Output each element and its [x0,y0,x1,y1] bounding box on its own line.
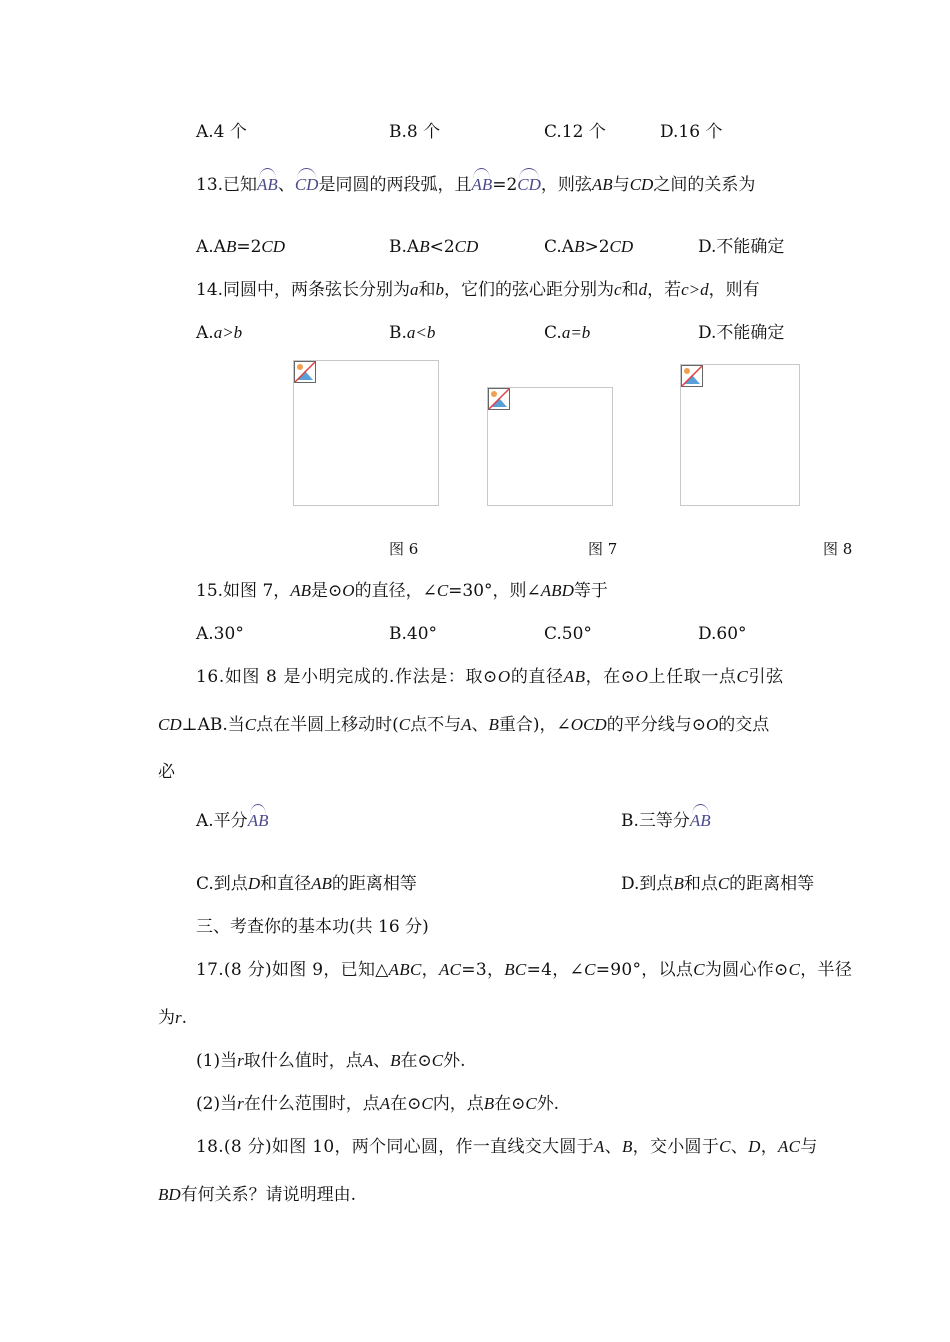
arc-ab: AB [257,170,278,196]
q13-option-d: D.不能确定 [698,237,785,257]
q14-stem: 14.同圆中，两条弦长分别为a和b，它们的弦心距分别为c和d，若c>d，则有 [196,280,760,300]
q16-option-c: C.到点D和直径AB的距离相等 [196,874,417,894]
arc-cd: CD [517,170,541,196]
q16-option-b: B.三等分AB [621,806,711,832]
q13-option-c: C.AB>2CD [544,237,634,257]
q17-sub-1: (1)当r取什么值时，点A、B在⊙C外. [196,1051,466,1071]
q12-option-a: A.4 个 [196,122,247,142]
section-3-heading: 三、考查你的基本功(共 16 分) [196,917,429,937]
figure-8-image [680,364,800,506]
q15-option-d: D.60° [698,624,747,644]
arc-ab: AB [248,806,269,832]
q16-option-d: D.到点B和点C的距离相等 [621,874,815,894]
q13-stem: 13.已知AB、CD是同圆的两段弧，且AB=2CD，则弦AB与CD之间的关系为 [196,170,755,196]
q16-option-a: A.平分AB [196,806,268,832]
q14-option-a: A.a>b [196,323,243,343]
q16-stem-line3: 必 [158,762,175,782]
q13-option-b: B.AB<2CD [389,237,479,257]
broken-image-icon [681,365,703,387]
q15-option-c: C.50° [544,624,592,644]
broken-image-icon [488,388,510,410]
q14-option-c: C.a=b [544,323,591,343]
q14-option-b: B.a<b [389,323,436,343]
figure-6-caption: 图 6 [389,540,419,558]
figure-7-image [487,387,613,506]
q15-stem: 15.如图 7，AB是⊙O的直径，∠C=30°，则∠ABD等于 [196,581,608,601]
broken-image-icon [294,361,316,383]
q16-stem-line2: CD⊥AB.当C点在半圆上移动时(C点不与A、B重合)，∠OCD的平分线与⊙O的交点 [158,715,770,735]
q12-option-d: D.16 个 [660,122,723,142]
q12-option-c: C.12 个 [544,122,606,142]
figure-8-caption: 图 8 [823,540,853,558]
q14-option-d: D.不能确定 [698,323,785,343]
figure-6-image [293,360,439,506]
q12-option-b: B.8 个 [389,122,441,142]
q13-option-a: A.AB=2CD [196,237,286,257]
q18-stem-line2: BD有何关系？请说明理由. [158,1185,357,1205]
figure-7-caption: 图 7 [588,540,618,558]
q18-stem-line1: 18.(8 分)如图 10，两个同心圆，作一直线交大圆于A、B，交小圆于C、D，AC与 [196,1137,818,1157]
arc-ab: AB [690,806,711,832]
q15-option-b: B.40° [389,624,438,644]
q17-sub-2: (2)当r在什么范围时，点A在⊙C内，点B在⊙C外. [196,1094,560,1114]
arc-cd: CD [295,170,319,196]
q17-stem-line1: 17.(8 分)如图 9，已知△ABC，AC=3，BC=4，∠C=90°，以点C为圆心作⊙C，半径 [196,960,853,980]
q16-stem-line1: 16.如图 8 是小明完成的.作法是：取⊙O的直径AB，在⊙O上任取一点C引弦 [196,667,784,687]
q17-stem-line2: 为r. [158,1008,188,1028]
q15-option-a: A.30° [196,624,244,644]
arc-ab: AB [471,170,492,196]
